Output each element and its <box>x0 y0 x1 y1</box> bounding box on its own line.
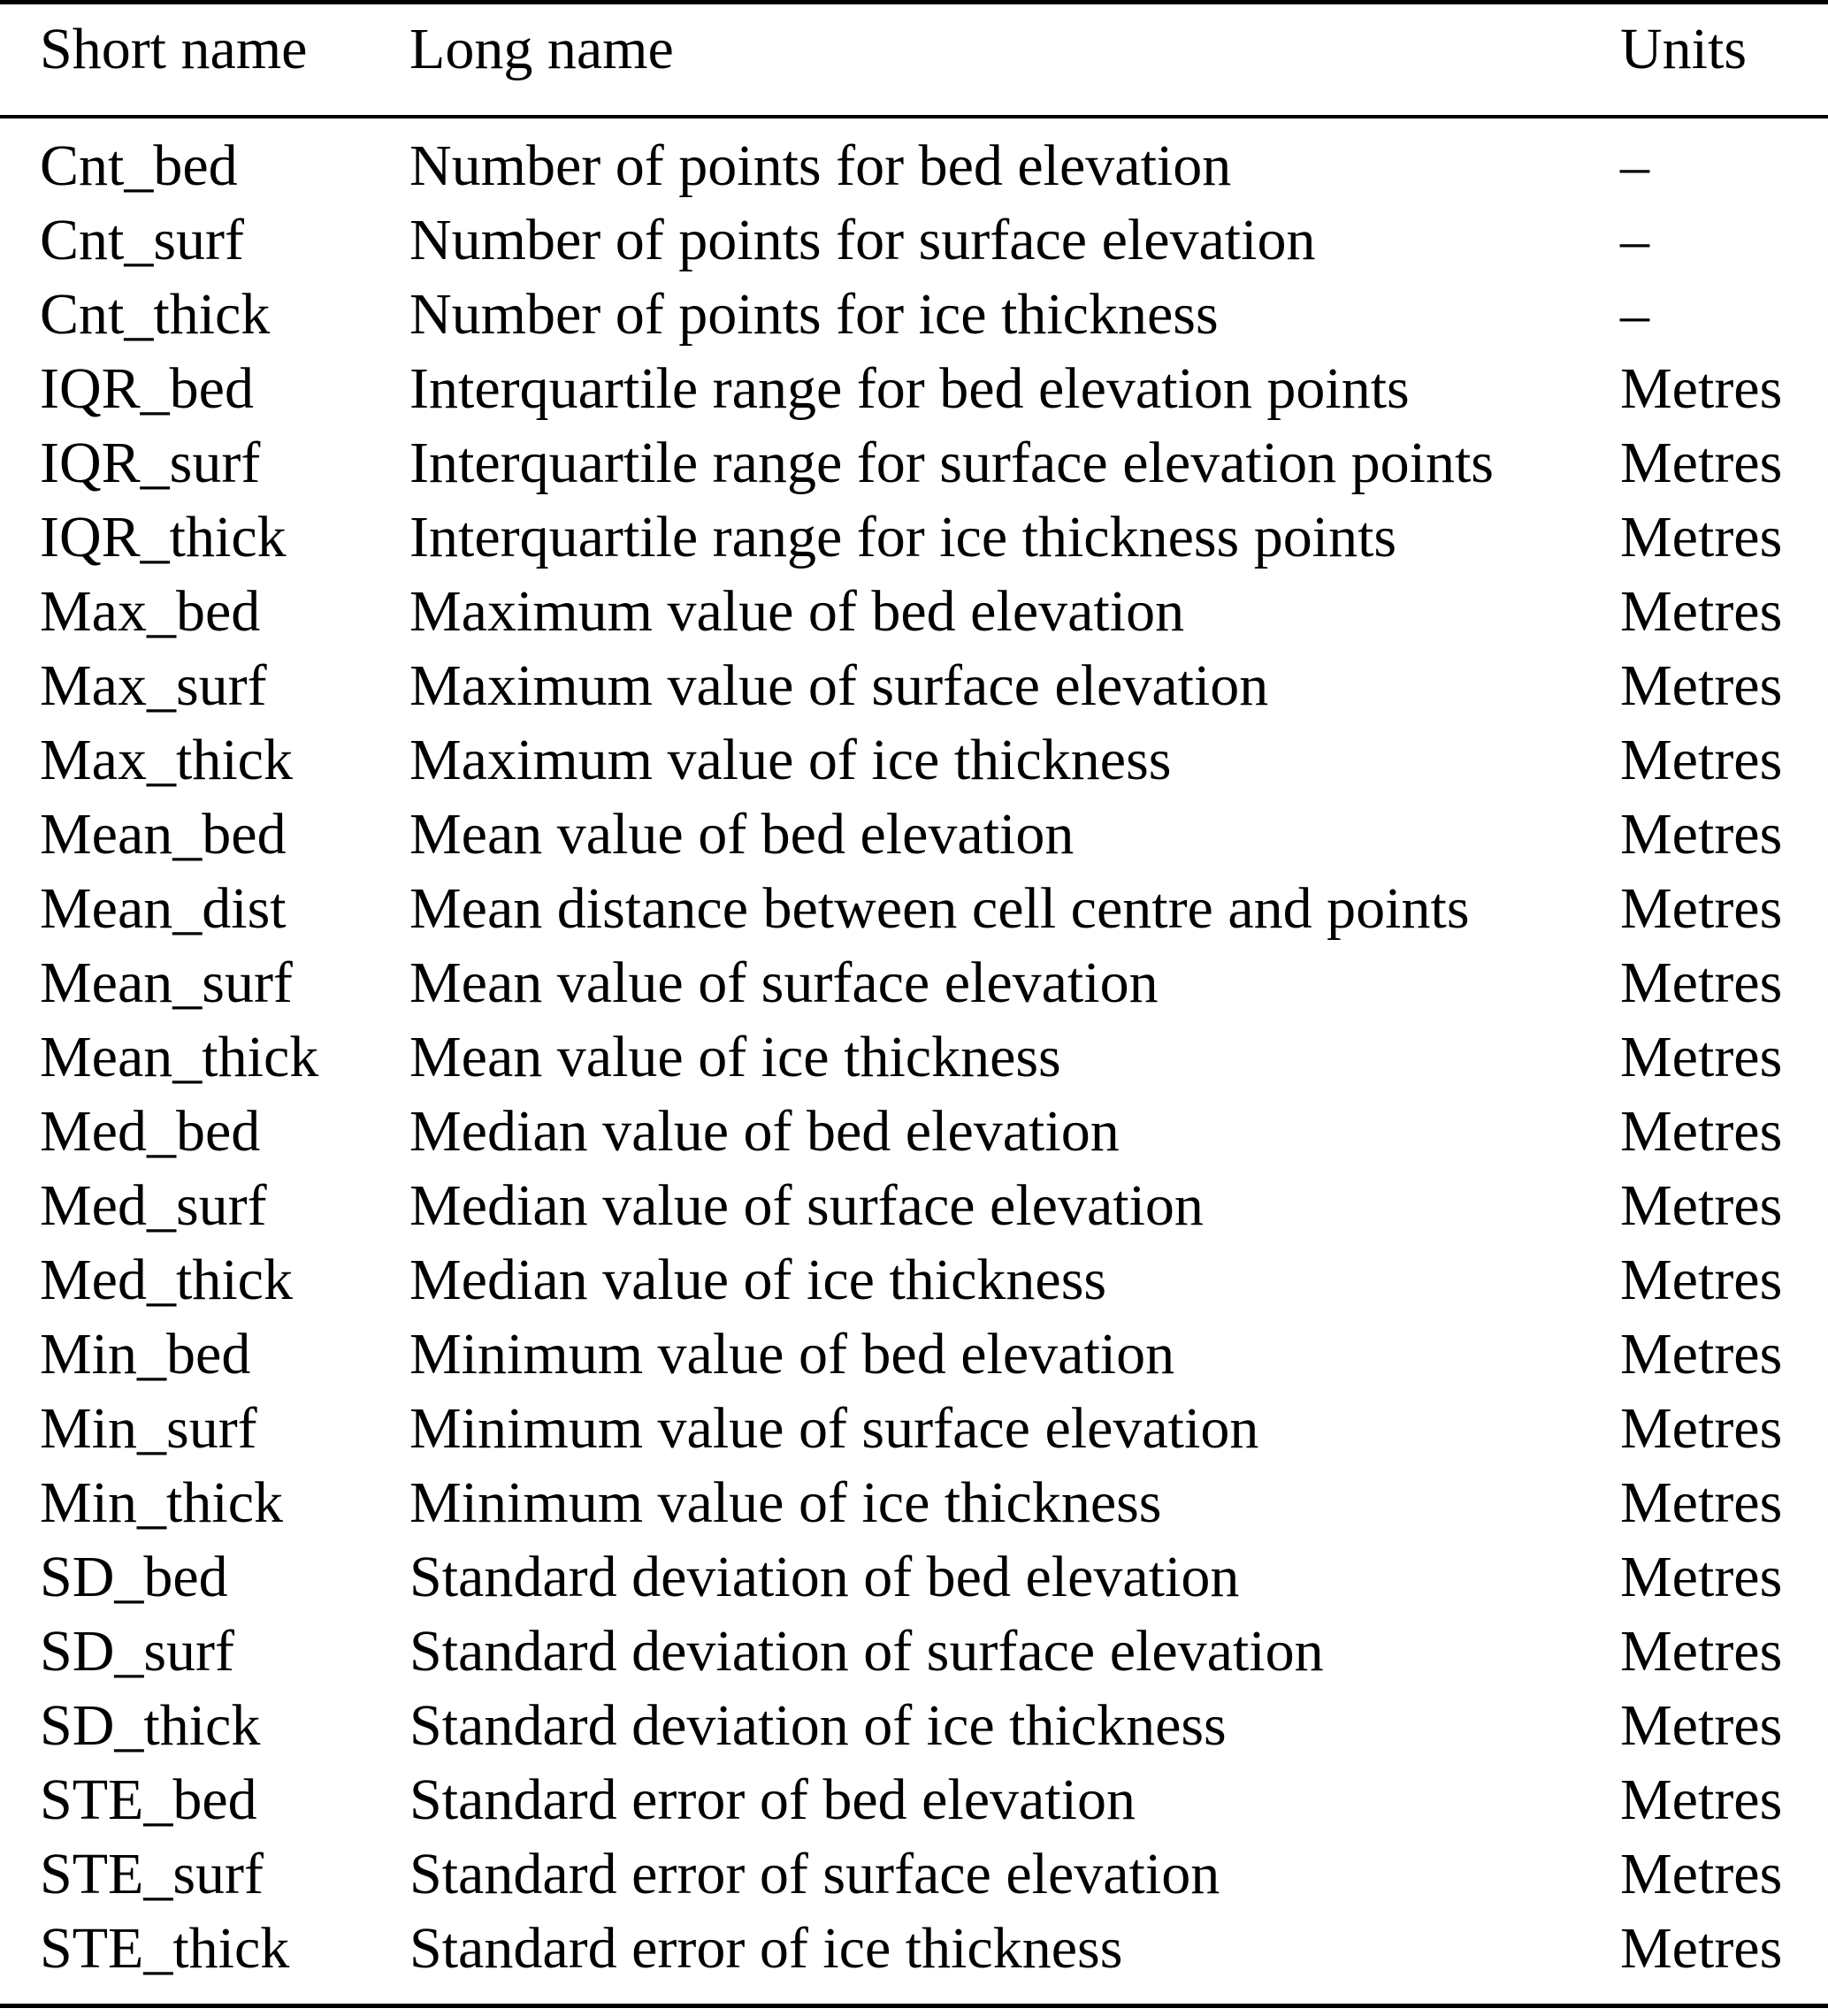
cell-short-name: Mean_bed <box>40 802 287 867</box>
cell-short-name: IQR_surf <box>40 431 261 495</box>
header-units: Units <box>1620 17 1748 81</box>
table-row <box>0 1615 1828 1689</box>
cell-short-name: Mean_dist <box>40 876 287 941</box>
cell-long-name: Mean value of bed elevation <box>409 802 1075 867</box>
cell-short-name: Mean_thick <box>40 1025 319 1089</box>
cell-units: Metres <box>1620 876 1783 941</box>
cell-units: Metres <box>1620 431 1783 495</box>
table-header-row <box>0 4 1828 115</box>
table-row <box>0 1020 1828 1095</box>
cell-long-name: Mean value of surface elevation <box>409 951 1159 1015</box>
cell-short-name: Max_surf <box>40 653 267 718</box>
cell-units: Metres <box>1620 951 1783 1015</box>
cell-units: Metres <box>1620 1619 1783 1684</box>
cell-long-name: Median value of ice thickness <box>409 1248 1107 1312</box>
cell-units: Metres <box>1620 1248 1783 1312</box>
table-row <box>0 352 1828 426</box>
table-row <box>0 575 1828 649</box>
cell-units: Metres <box>1620 1173 1783 1238</box>
cell-short-name: SD_thick <box>40 1693 261 1758</box>
cell-units: Metres <box>1620 1842 1783 1906</box>
cell-units: Metres <box>1620 1025 1783 1089</box>
table-row <box>0 1837 1828 1912</box>
cell-units: Metres <box>1620 802 1783 867</box>
table-row <box>0 798 1828 872</box>
table-bottom-rule <box>0 2004 1828 2008</box>
table-row <box>0 946 1828 1020</box>
cell-long-name: Minimum value of surface elevation <box>409 1396 1259 1461</box>
cell-short-name: IQR_bed <box>40 356 254 421</box>
cell-long-name: Number of points for surface elevation <box>409 208 1316 272</box>
table-row <box>0 1540 1828 1615</box>
cell-short-name: SD_surf <box>40 1619 235 1684</box>
cell-long-name: Number of points for bed elevation <box>409 134 1232 198</box>
cell-long-name: Standard deviation of surface elevation <box>409 1619 1324 1684</box>
cell-long-name: Standard deviation of ice thickness <box>409 1693 1227 1758</box>
cell-units: – <box>1620 134 1649 198</box>
header-short-name: Short name <box>40 17 308 81</box>
cell-short-name: STE_bed <box>40 1768 257 1832</box>
cell-long-name: Maximum value of bed elevation <box>409 579 1185 644</box>
cell-long-name: Interquartile range for ice thickness points <box>409 505 1397 569</box>
cell-units: – <box>1620 282 1649 347</box>
cell-long-name: Interquartile range for bed elevation points <box>409 356 1410 421</box>
cell-short-name: Min_thick <box>40 1470 283 1535</box>
cell-units: Metres <box>1620 1693 1783 1758</box>
table-row <box>0 1317 1828 1392</box>
cell-long-name: Standard error of bed elevation <box>409 1768 1136 1832</box>
table-row <box>0 1169 1828 1243</box>
cell-short-name: Med_thick <box>40 1248 293 1312</box>
cell-units: Metres <box>1620 1768 1783 1832</box>
cell-units: Metres <box>1620 579 1783 644</box>
cell-short-name: Med_bed <box>40 1099 261 1164</box>
cell-long-name: Number of points for ice thickness <box>409 282 1219 347</box>
header-long-name: Long name <box>409 17 674 81</box>
cell-units: Metres <box>1620 1545 1783 1609</box>
cell-short-name: Cnt_bed <box>40 134 238 198</box>
table-row <box>0 426 1828 500</box>
cell-long-name: Maximum value of surface elevation <box>409 653 1269 718</box>
table-row <box>0 723 1828 798</box>
table-row <box>0 278 1828 352</box>
cell-short-name: Max_bed <box>40 579 261 644</box>
cell-short-name: IQR_thick <box>40 505 287 569</box>
cell-short-name: Min_bed <box>40 1322 251 1386</box>
cell-units: Metres <box>1620 728 1783 792</box>
table-row <box>0 1466 1828 1540</box>
cell-long-name: Standard error of ice thickness <box>409 1916 1123 1981</box>
table-row <box>0 129 1828 203</box>
cell-units: – <box>1620 208 1649 272</box>
cell-units: Metres <box>1620 1470 1783 1535</box>
cell-short-name: Cnt_surf <box>40 208 244 272</box>
table-row <box>0 500 1828 575</box>
cell-short-name: Med_surf <box>40 1173 267 1238</box>
table-row <box>0 1392 1828 1466</box>
cell-short-name: STE_surf <box>40 1842 264 1906</box>
table-row <box>0 203 1828 278</box>
cell-long-name: Interquartile range for surface elevation points <box>409 431 1494 495</box>
table-row <box>0 1763 1828 1837</box>
cell-short-name: Mean_surf <box>40 951 293 1015</box>
cell-long-name: Mean distance between cell centre and points <box>409 876 1470 941</box>
cell-long-name: Minimum value of bed elevation <box>409 1322 1175 1386</box>
table-row <box>0 872 1828 946</box>
cell-short-name: Min_surf <box>40 1396 257 1461</box>
cell-short-name: Max_thick <box>40 728 293 792</box>
cell-long-name: Median value of bed elevation <box>409 1099 1120 1164</box>
cell-units: Metres <box>1620 1396 1783 1461</box>
cell-long-name: Median value of surface elevation <box>409 1173 1204 1238</box>
cell-units: Metres <box>1620 1916 1783 1981</box>
table-row <box>0 1689 1828 1763</box>
table-row <box>0 1243 1828 1317</box>
cell-units: Metres <box>1620 1099 1783 1164</box>
cell-units: Metres <box>1620 356 1783 421</box>
table-row <box>0 1095 1828 1169</box>
cell-short-name: Cnt_thick <box>40 282 271 347</box>
cell-long-name: Standard deviation of bed elevation <box>409 1545 1240 1609</box>
cell-short-name: SD_bed <box>40 1545 228 1609</box>
cell-long-name: Maximum value of ice thickness <box>409 728 1172 792</box>
cell-units: Metres <box>1620 1322 1783 1386</box>
cell-long-name: Minimum value of ice thickness <box>409 1470 1162 1535</box>
cell-short-name: STE_thick <box>40 1916 290 1981</box>
cell-units: Metres <box>1620 505 1783 569</box>
cell-long-name: Mean value of ice thickness <box>409 1025 1061 1089</box>
table-row <box>0 649 1828 723</box>
cell-units: Metres <box>1620 653 1783 718</box>
cell-long-name: Standard error of surface elevation <box>409 1842 1220 1906</box>
table-row <box>0 1912 1828 1986</box>
table-body <box>0 118 1828 2004</box>
